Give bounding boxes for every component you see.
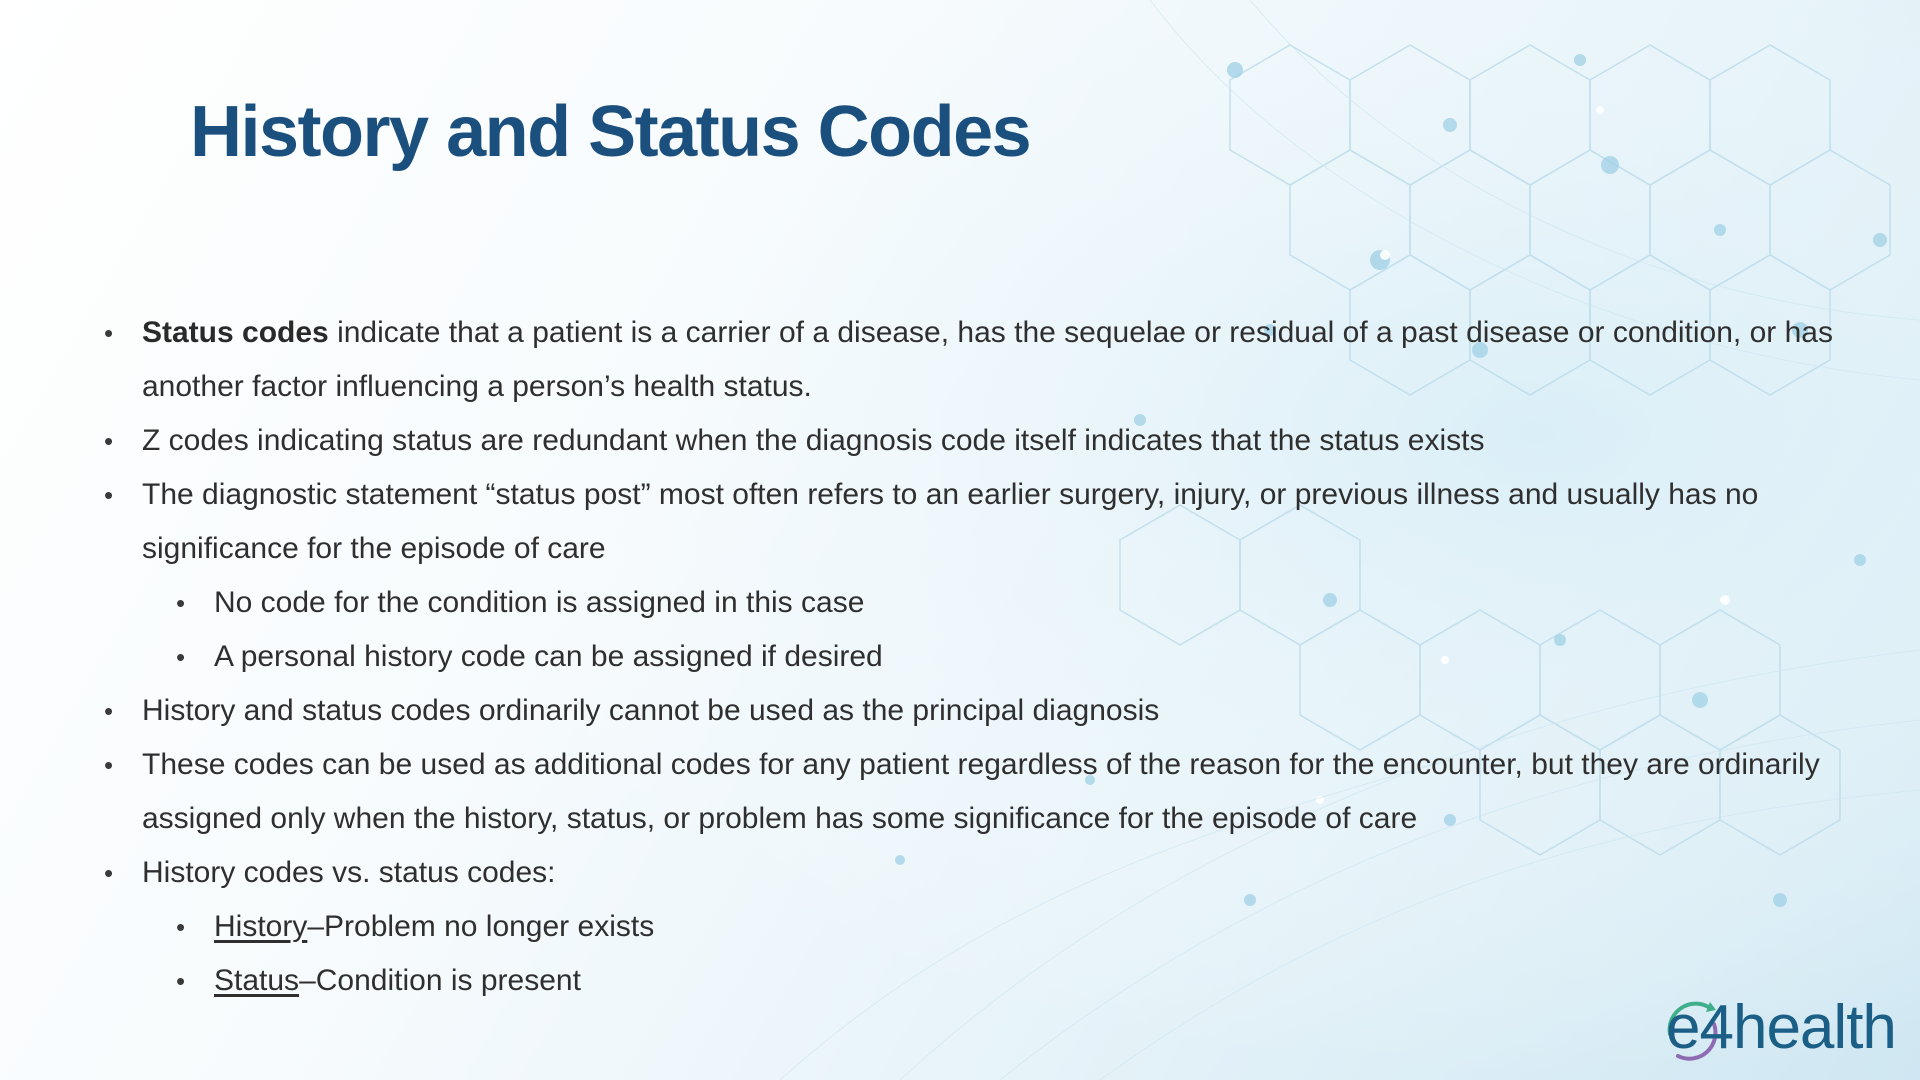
bullet-icon: • <box>176 588 186 618</box>
bullet-list-container <box>100 306 1840 1008</box>
logo-wordmark <box>1666 988 1896 1068</box>
sub-bullet-item-history <box>100 900 1840 954</box>
bullet-item-status-post <box>100 468 1840 576</box>
bullet-icon: • <box>104 858 114 888</box>
bullet-icon: • <box>104 426 114 456</box>
slide-title: History and Status Codes <box>190 92 1031 172</box>
bullet-text: Z codes indicating status are redundant when the diagnosis code itself indicates that the status exists <box>142 424 1485 457</box>
logo-digit: 4 <box>1699 993 1733 1062</box>
bullet-item-z-codes <box>100 414 1840 468</box>
bullet-text: History codes vs. status codes: <box>142 856 556 889</box>
bullet-text: –Condition is present <box>299 964 581 997</box>
sub-bullet-item-no-code <box>100 576 1840 630</box>
bullet-icon: • <box>104 480 114 510</box>
sub-bullet-item-personal-history <box>100 630 1840 684</box>
bullet-icon: • <box>176 912 186 942</box>
e4health-logo <box>1666 988 1896 1068</box>
logo-suffix: health <box>1732 993 1896 1062</box>
bullet-text: The diagnostic statement “status post” most often refers to an earlier surgery, injury, or previous illness and usually has no significance for the episode of care <box>142 478 1759 565</box>
bullet-item-principal-diagnosis <box>100 684 1840 738</box>
bullet-text: indicate that a patient is a carrier of a disease, has the sequelae or residual of a past disease or condition, or has another factor influencing a person’s health status. <box>142 316 1833 403</box>
sub-bullet-item-status <box>100 954 1840 1008</box>
bullet-item-additional-codes <box>100 738 1840 846</box>
bullet-text: These codes can be used as additional codes for any patient regardless of the reason for the encounter, but they are ordinarily assigned only when the history, status, or problem has some significance for the episode of care <box>142 748 1820 835</box>
bullet-term-underlined: Status <box>214 964 300 997</box>
logo-prefix: e <box>1666 993 1700 1062</box>
bullet-term-underlined: History <box>214 910 308 943</box>
bullet-text: –Problem no longer exists <box>307 910 655 943</box>
bullet-text: History and status codes ordinarily cannot be used as the principal diagnosis <box>142 694 1160 727</box>
bullet-icon: • <box>176 966 186 996</box>
bullet-item-status-codes <box>100 306 1840 414</box>
bullet-text: A personal history code can be assigned if desired <box>214 640 883 673</box>
bullet-list <box>100 306 1840 1008</box>
bullet-icon: • <box>176 642 186 672</box>
bullet-lead-bold: Status codes <box>142 316 329 349</box>
bullet-item-history-vs-status <box>100 846 1840 900</box>
bullet-icon: • <box>104 318 114 348</box>
bullet-icon: • <box>104 696 114 726</box>
bullet-icon: • <box>104 750 114 780</box>
bullet-text: No code for the condition is assigned in this case <box>214 586 865 619</box>
